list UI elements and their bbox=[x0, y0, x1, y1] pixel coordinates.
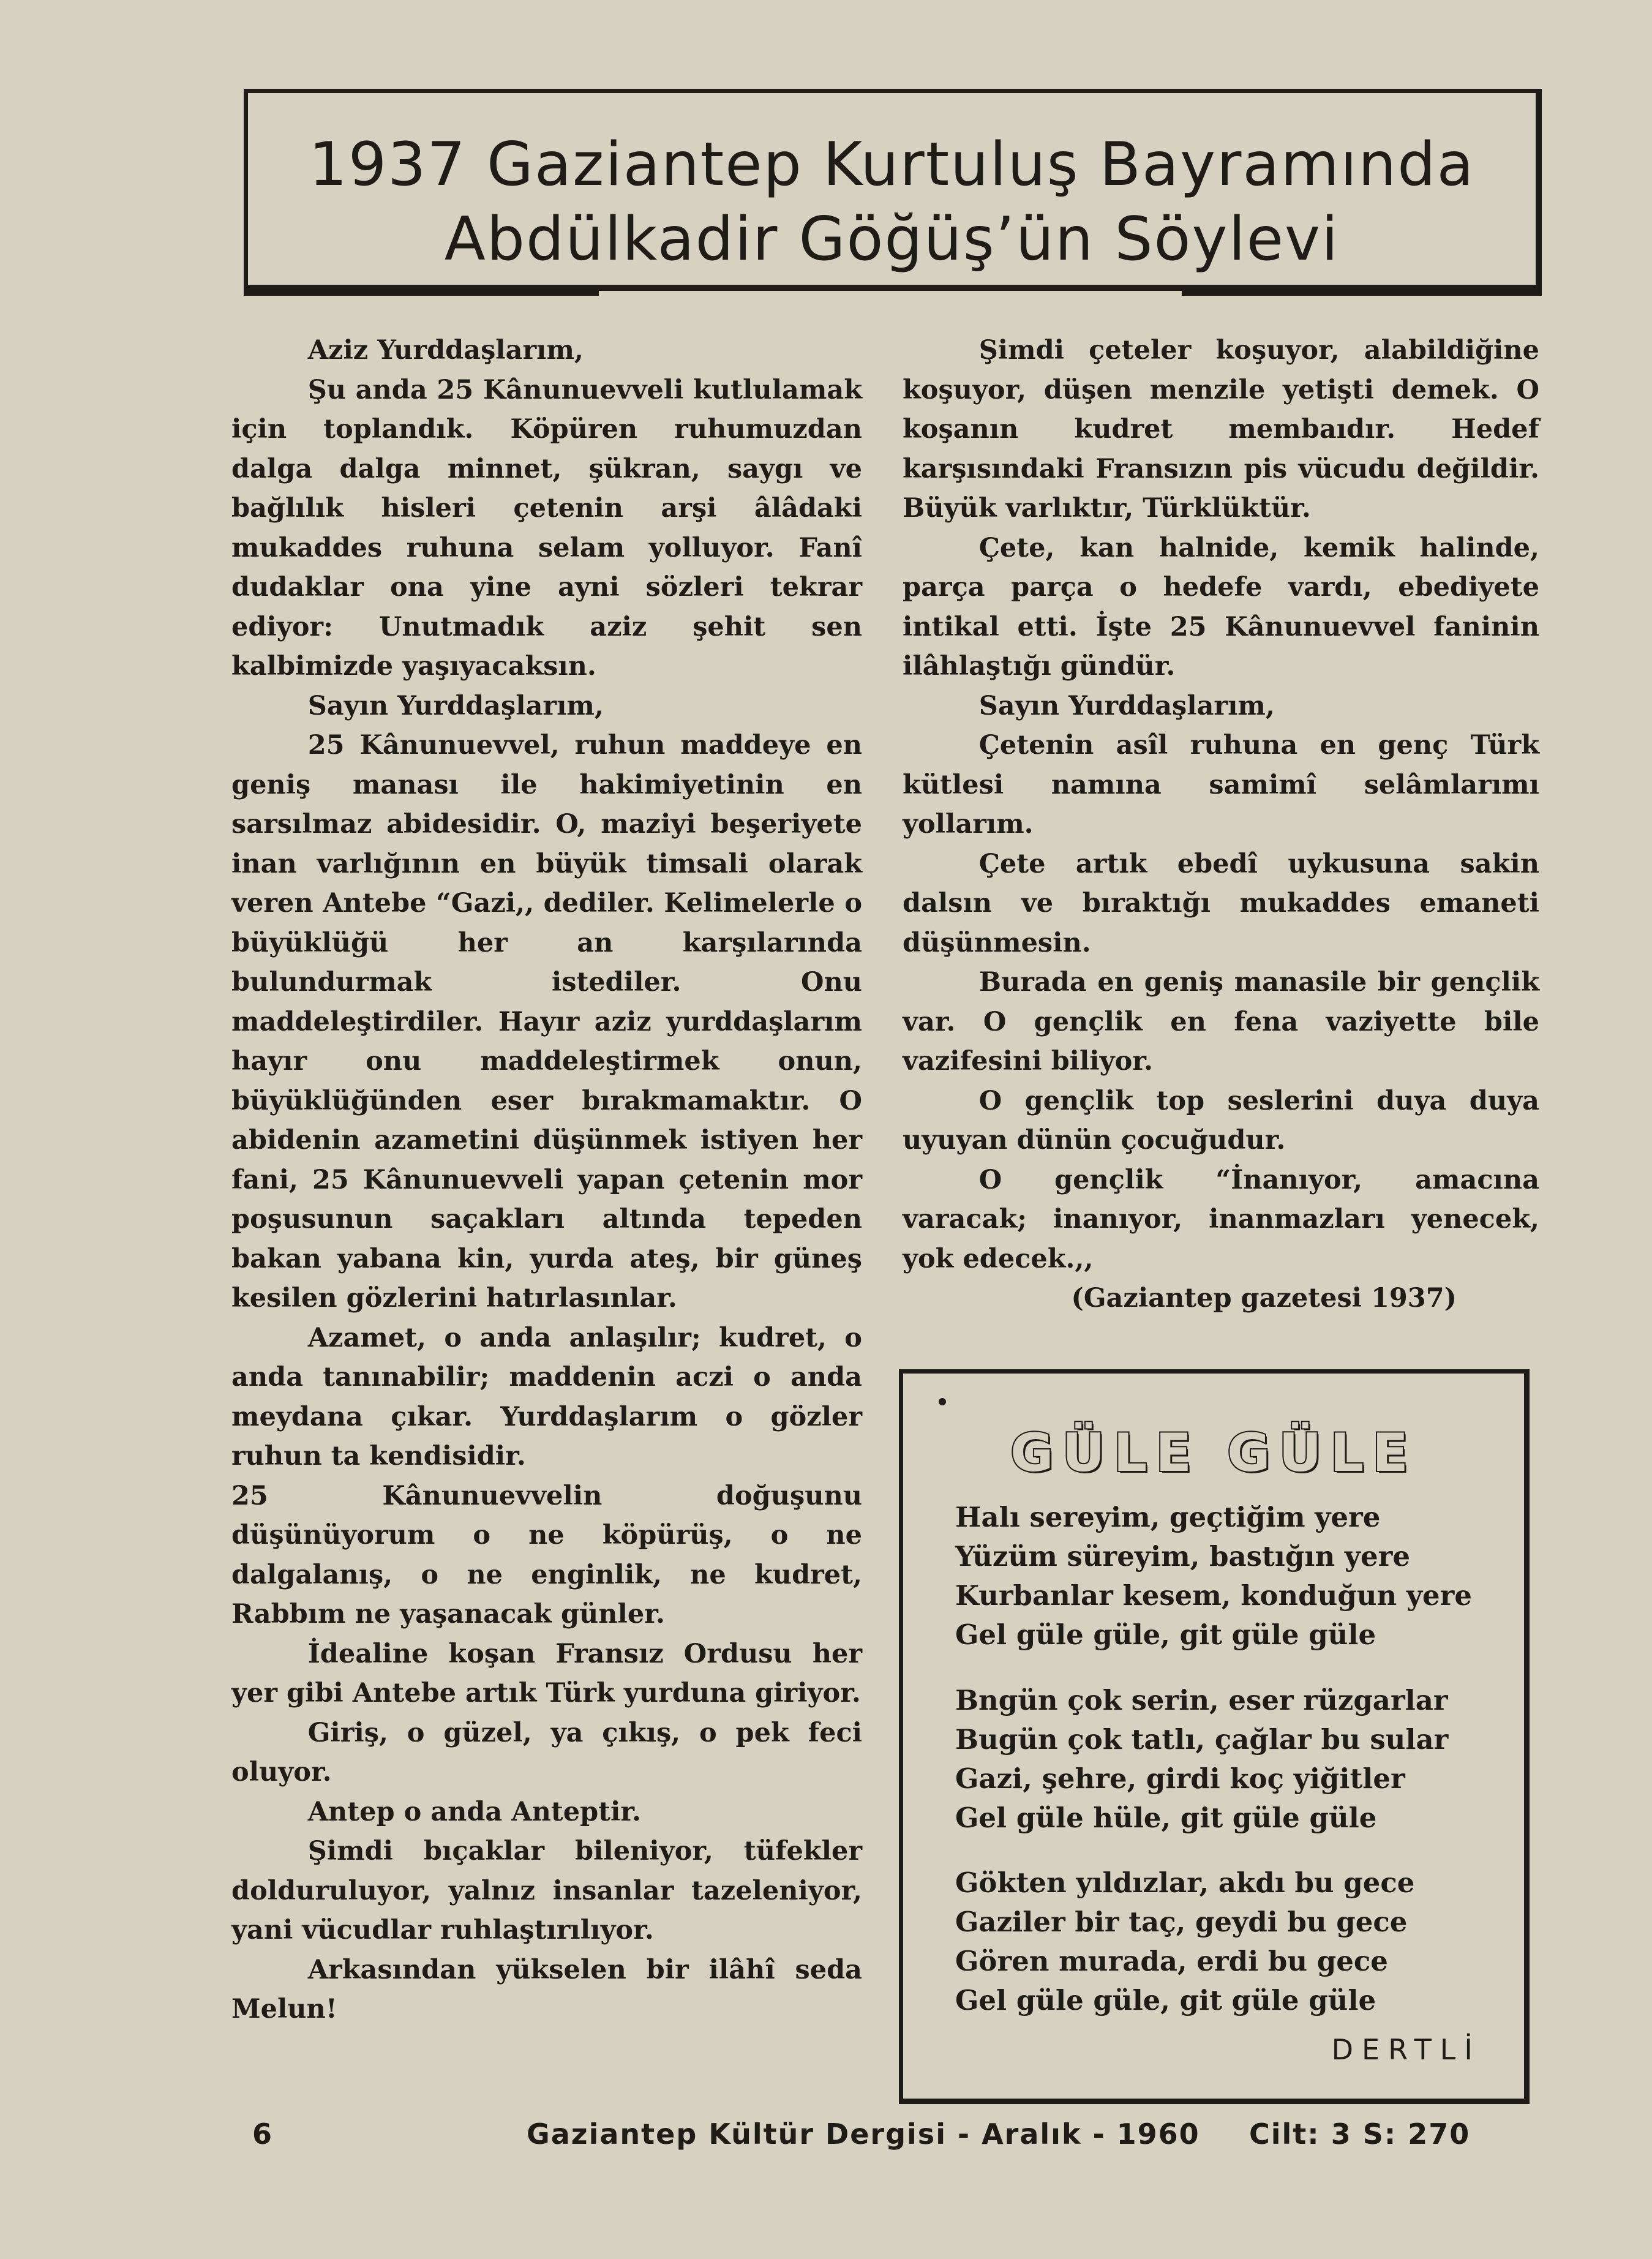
speech-paragraph: Çetenin asîl ruhuna en genç Türk kütlesi namına samimî selâmlarımı yollarım. bbox=[903, 730, 1539, 840]
speech-paragraph: Şimdi çeteler koşuyor, alabildiğine koşuyor, düşen menzile yetişti demek. O koşanın kudret membaıdır. Hedef karşısındaki Fransızın pis vücudu değildir. Büyük varlıktır, Türklüktür. bbox=[903, 335, 1539, 524]
speech-paragraph: Aziz Yurddaşlarım, bbox=[307, 335, 584, 366]
poem-line: Gel güle hüle, git güle güle bbox=[955, 1802, 1377, 1834]
page-number: 6 bbox=[252, 2118, 274, 2151]
speech-paragraph: Giriş, o güzel, ya çıkış, o pek feci oluyor. bbox=[231, 1717, 862, 1787]
poem-line: Gaziler bir taç, geydi bu gece bbox=[955, 1906, 1408, 1938]
publication-info: Gaziantep Kültür Dergisi - Aralık - 1960 bbox=[527, 2118, 1200, 2151]
speech-paragraph: Sayın Yurddaşlarım, bbox=[978, 690, 1275, 721]
title-underline-left bbox=[244, 291, 599, 296]
article-title-line-1: 1937 Gaziantep Kurtuluş Bayramında bbox=[309, 130, 1475, 200]
speech-paragraph: 25 Kânunuevvel, ruhun maddeye en geniş manası ile hakimiyetinin en sarsılmaz abidesidir. O, maziyi beşeriyete inan varlığının en büyük timsali olarak veren Antebe “Gazi,, dediler. Kelimelerle o büyüklüğü her an karşılarında bulundurmak istediler. Onu maddeleştirdiler. Hayır aziz yurddaşlarım hayır onu maddeleştirmek onun, büyüklüğünden eser bırakmamaktır. O abidenin azametini düşünmek istiyen her fani, 25 Kânunuevveli yapan çetenin mor poşusunun saçakları altında tepeden bakan yabana kin, yurda ateş, bir güneş kesilen gözlerini hatırlasınlar. bbox=[231, 730, 862, 1314]
title-box bbox=[244, 89, 1542, 291]
poem-line: Kurbanlar kesem, konduğun yere bbox=[955, 1579, 1473, 1612]
speech-paragraph: Şu anda 25 Kânunuevveli kutlulamak için toplandık. Köpüren ruhumuzdan dalga dalga minnet, şükran, saygı ve bağlılık hisleri çetenin arşi âlâdaki mukaddes ruhuna selam yolluyor. Fanî dudaklar ona yine ayni sözleri tekrar ediyor: Unutmadık aziz şehit sen kalbimizde yaşıyacaksın. bbox=[231, 374, 862, 682]
poem-line: Gören murada, erdi bu gece bbox=[955, 1945, 1388, 1977]
speech-paragraph: Antep o anda Anteptir. bbox=[307, 1796, 642, 1827]
poem-box bbox=[899, 1369, 1530, 2104]
poem-line: Bugün çok tatlı, çağlar bu sular bbox=[955, 1723, 1449, 1756]
poem-line: Gazi, şehre, girdi koç yiğitler bbox=[955, 1762, 1405, 1795]
speech-column-right bbox=[903, 331, 1539, 1318]
poem-line: Yüzüm süreyim, bastığın yere bbox=[955, 1540, 1410, 1573]
poem-stanza-3 bbox=[955, 1863, 1414, 2020]
poet-signature: DERTLİ bbox=[1331, 2033, 1481, 2066]
speech-paragraph: Çete artık ebedî uykusuna sakin dalsın ve bıraktığı mukaddes emaneti düşünmesin. bbox=[903, 848, 1539, 958]
article-title-line-2: Abdülkadir Göğüş’ün Söylevi bbox=[444, 205, 1340, 274]
speech-paragraph: Burada en geniş manasile bir gençlik var. O gençlik en fena vaziyette bile vazifesini biliyor. bbox=[903, 967, 1539, 1077]
poem-line: Gökten yıldızlar, akdı bu gece bbox=[955, 1866, 1415, 1899]
poem-stanza-2 bbox=[955, 1681, 1448, 1838]
poem-line: Halı sereyim, geçtiğim yere bbox=[955, 1501, 1381, 1533]
speech-paragraph: Sayın Yurddaşlarım, bbox=[307, 690, 604, 721]
poem-title: GÜLE GÜLE bbox=[1010, 1423, 1417, 1484]
speech-column-left bbox=[231, 331, 862, 2029]
speech-paragraph: O gençlik “İnanıyor, amacına varacak; inanıyor, inanmazları yenecek, yok edecek.,, bbox=[903, 1164, 1539, 1274]
poem-line: Gel güle güle, git güle güle bbox=[955, 1984, 1376, 2017]
bullet-dot bbox=[939, 1398, 946, 1405]
source-citation: (Gaziantep gazetesi 1937) bbox=[1071, 1283, 1457, 1314]
issue-info: Cilt: 3 S: 270 bbox=[1249, 2118, 1471, 2151]
speech-paragraph: Arkasından yükselen bir ilâhî seda Melun! bbox=[231, 1954, 862, 2024]
speech-paragraph: 25 Kânunuevvelin doğuşunu düşünüyorum o ne köpürüş, o ne dalgalanış, o ne enginlik, ne kudret, Rabbım ne yaşanacak günler. bbox=[231, 1480, 862, 1629]
poem-line: Gel güle güle, git güle güle bbox=[955, 1618, 1376, 1651]
poem-stanza-1 bbox=[955, 1498, 1472, 1655]
speech-paragraph: Çete, kan halnide, kemik halinde, parça parça o hedefe vardı, ebediyete intikal etti. İşte 25 Kânunuevvel faninin ilâhlaştığı gündür. bbox=[903, 532, 1539, 682]
speech-paragraph: Azamet, o anda anlaşılır; kudret, o anda tanınabilir; maddenin aczi o anda meydana çıkar. Yurddaşlarım o gözler ruhun ta kendisidir. bbox=[231, 1322, 862, 1472]
poem-line: Bngün çok serin, eser rüzgarlar bbox=[955, 1684, 1448, 1716]
speech-paragraph: O gençlik top seslerini duya duya uyuyan dünün çocuğudur. bbox=[903, 1085, 1539, 1156]
title-underline-right bbox=[1182, 291, 1542, 296]
speech-paragraph: İdealine koşan Fransız Ordusu her yer gibi Antebe artık Türk yurduna giriyor. bbox=[231, 1638, 862, 1708]
speech-paragraph: Şimdi bıçaklar bileniyor, tüfekler dolduruluyor, yalnız insanlar tazeleniyor, yani vücudlar ruhlaştırılıyor. bbox=[231, 1836, 862, 1945]
